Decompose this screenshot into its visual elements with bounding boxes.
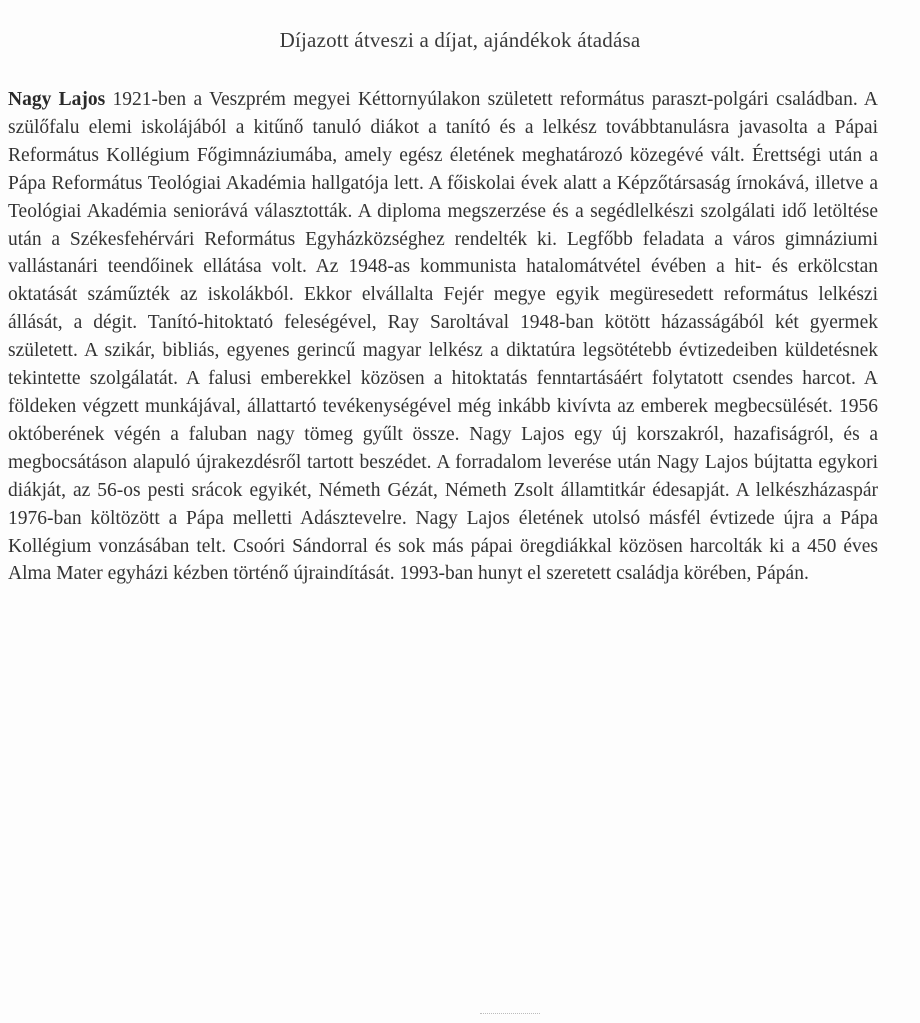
scan-artifact [480,1013,540,1015]
body-text-content: 1921-ben a Veszprém megyei Kéttornyúlakon született református paraszt-polgári családban. A szülőfalu elemi iskolájából a kitűnő tanuló diákot a tanító és a lelkész továbbtanulásra javasolta a Pápai Református Kollégium Főgimnáziumába, amely egész életének meghatározó közegévé vált. Érettségi után a Pápa Református Teológiai Akadémia hallgatója lett. A főiskolai évek alatt a Képzőtársaság írnokává, illetve a Teológiai Akadémia seniorává választották. A diploma megszerzése és a segédlelkészi szolgálati idő letöltése után a Székesfehérvári Református Egyházközséghez rendelték ki. Legfőbb feladata a város gimnáziumi vallástanári teendőinek ellátása volt. Az 1948-as kommunista hatalomátvétel évében a hit- és erkölcstan oktatását száműzték az iskolákból. Ekkor elvállalta Fejér megye egyik megüresedett református lelkészi állását, a dégit. Tanító-hitoktató feleségével, Ray Saroltával 1948-ban kötött házasságából két gyermek született. A szikár, bibliás, egyenes gerincű magyar lelkész a diktatúra legsötétebb évtizedeiben küldetésnek tekintette szolgálatát. A falusi emberekkel közösen a hitoktatás fenntartásáért folytatott csendes harcot. A földeken végzett munkájával, állattartó tevékenységével még inkább kivívta az emberek megbecsülését. 1956 októberének végén a faluban nagy tömeg gyűlt össze. Nagy Lajos egy új korszakról, hazafiságról, és a megbocsátáson alapuló újrakezdésről tartott beszédet. A forradalom leverése után Nagy Lajos bújtatta egykori diákját, az 56-os pesti srácok egyikét, Németh Gézát, Németh Zsolt államtitkár édesapját. A lelkészházaspár 1976-ban költözött a Pápa melletti Adásztevelre. Nagy Lajos életének utolsó másfél évtizede újra a Pápa Kollégium vonzásában telt. Csoóri Sándorral és sok más pápai öregdiákkal közösen harcolták ki a 450 éves Alma Mater egyházi kézben történő újraindítását. 1993-ban hunyt el szeretett családja körében, Pápán. [8,89,879,585]
lead-name: Nagy Lajos [8,89,106,110]
page-title: Díjazott átveszi a díjat, ajándékok átadása [279,28,641,52]
body-paragraph [8,86,878,588]
